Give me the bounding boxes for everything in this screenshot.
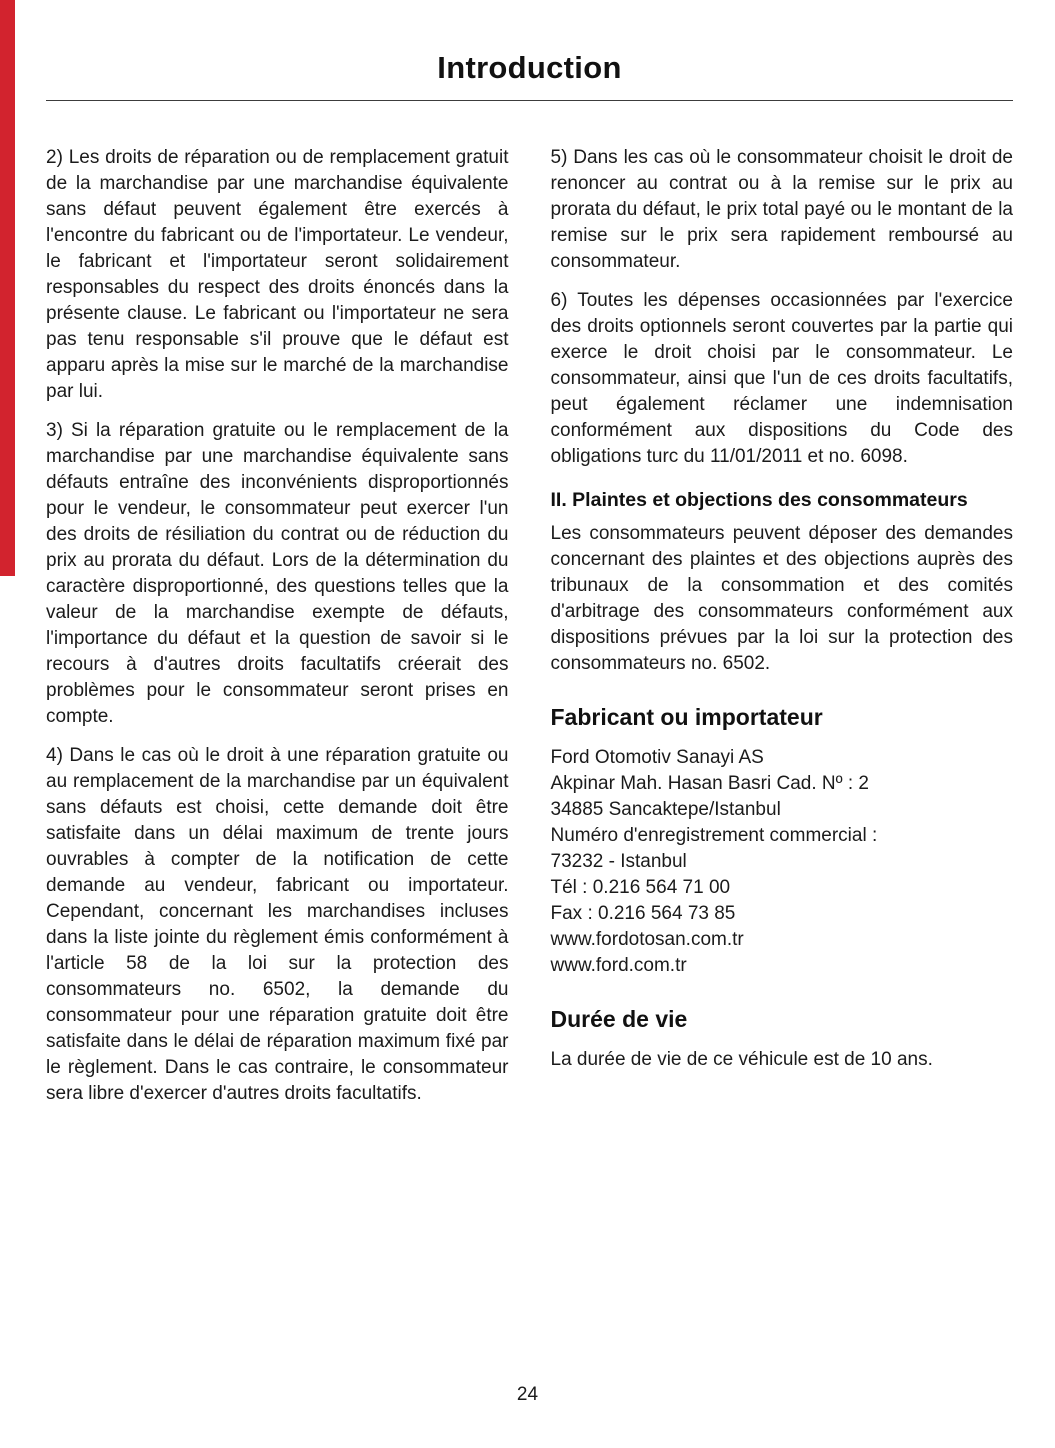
manufacturer-name: Ford Otomotiv Sanayi AS xyxy=(550,747,764,768)
manufacturer-fax: Fax : 0.216 564 73 85 xyxy=(550,903,736,924)
manufacturer-phone: Tél : 0.216 564 71 00 xyxy=(550,877,731,898)
heading-complaints: II. Plaintes et objections des consommateurs xyxy=(550,489,968,511)
left-column xyxy=(46,145,509,1120)
manufacturer-address-block xyxy=(551,745,1014,979)
paragraph-clause-4: 4) Dans le cas où le droit à une réparation gratuite ou au remplacement de la marchandise par un équivalent sans défauts est choisi, cette demande doit être satisfaite dans un délai maximum de trente jours ouvrables à compter de la notification de cette demande au vendeur, fabricant ou importateur. Cependant, concernant les marchandises incluses dans la liste jointe du règlement émis conformément à l'article 58 de la loi sur la protection des consommateurs no. 6502, la demande du consommateur pour une réparation gratuite doit être satisfaite dans le délai de réparation maximum fixé par le règlement. Dans le cas contraire, le consommateur sera libre d'exercer d'autres droits facultatifs. xyxy=(46,745,509,1104)
paragraph-complaints: Les consommateurs peuvent déposer des demandes concernant des plaintes et des objections auprès des tribunaux de la consommation et des comités d'arbitrage des consommateurs conformément aux dispositions prévues par la loi sur la protection des consommateurs no. 6502. xyxy=(550,523,1013,674)
paragraph-clause-2: 2) Les droits de réparation ou de remplacement gratuit de la marchandise par une marchandise équivalente sans défaut peuvent également être exercés à l'encontre du fabricant ou de l'importateur. Le vendeur, le fabricant et l'importateur seront solidairement responsables du respect des droits énoncés dans la présente clause. Le fabricant ou l'importateur ne sera pas tenu responsable s'il prouve que le défaut est apparu après la mise sur le marché de la marchandise par lui. xyxy=(46,147,509,402)
title-divider xyxy=(46,100,1013,101)
paragraph-lifespan: La durée de vie de ce véhicule est de 10 ans. xyxy=(550,1049,933,1070)
manufacturer-website-ford: www.ford.com.tr xyxy=(550,955,687,976)
page-number: 24 xyxy=(516,1384,539,1405)
manufacturer-registration-number: 73232 - Istanbul xyxy=(550,851,687,872)
page-edge-red-stripe xyxy=(0,0,15,576)
page-title: Introduction xyxy=(437,50,622,85)
heading-manufacturer: Fabricant ou importateur xyxy=(550,704,823,730)
manufacturer-street: Akpinar Mah. Hasan Basri Cad. Nº : 2 xyxy=(550,773,869,794)
manufacturer-registration-label: Numéro d'enregistrement commercial : xyxy=(550,825,878,846)
two-column-body xyxy=(46,145,1013,1120)
paragraph-clause-6: 6) Toutes les dépenses occasionnées par l'exercice des droits optionnels seront couvertes par la partie qui exerce le droit choisi par le consommateur. Le consommateur, ainsi que l'un de ces droits facultatifs, peut également réclamer une indemnisation conformément aux dispositions du Code des obligations turc du 11/01/2011 et no. 6098. xyxy=(550,290,1013,467)
manufacturer-city: 34885 Sancaktepe/Istanbul xyxy=(550,799,781,820)
paragraph-clause-5: 5) Dans les cas où le consommateur choisit le droit de renoncer au contrat ou à la remise sur le prix au prorata du défaut, le prix total payé ou le montant de la remise sur le prix sera rapidement remboursé au consommateur. xyxy=(550,147,1013,272)
paragraph-clause-3: 3) Si la réparation gratuite ou le remplacement de la marchandise par une marchandise équivalente sans défauts entraîne des inconvénients disproportionnés pour le vendeur, le consommateur peut exercer l'un des droits de résiliation du contrat ou de réduction du prix au prorata du défaut. Lors de la détermination du caractère disproportionné, des questions telles que la valeur de la marchandise exempte de défauts, l'importance du défaut et la question de savoir si le recours à d'autres droits facultatifs créerait des problèmes pour le consommateur seront prises en compte. xyxy=(46,420,509,727)
manufacturer-website-fordotosan: www.fordotosan.com.tr xyxy=(550,929,744,950)
heading-lifespan: Durée de vie xyxy=(550,1006,688,1032)
right-column xyxy=(551,145,1014,1120)
